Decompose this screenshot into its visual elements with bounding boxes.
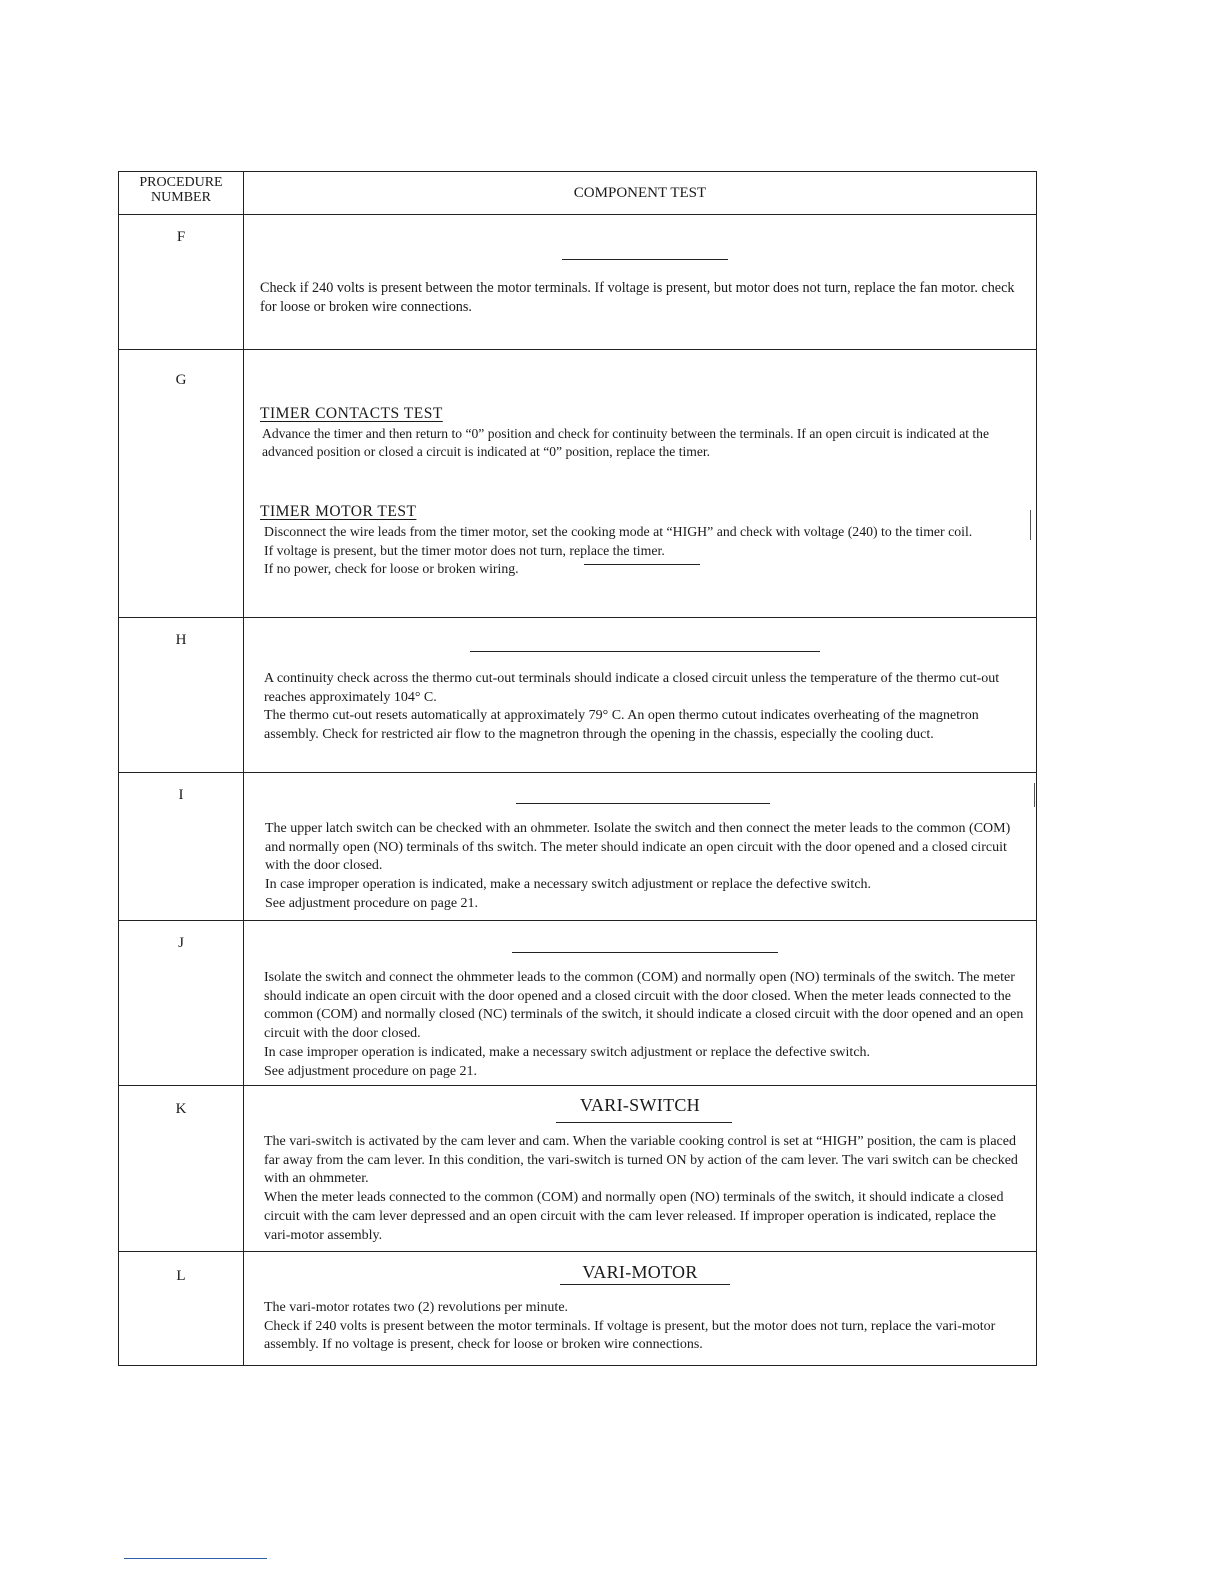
row-content — [244, 921, 1037, 1085]
component-test-header: COMPONENT TEST — [244, 172, 1037, 214]
row-paragraph: When the meter leads connected to the common (COM) and normally open (NO) terminals of the switch, it should indicate a closed circuit with the cam lever depressed and an open circuit with the cam lever released. If improper operation is indicated, replace the vari-motor assembly. — [264, 1190, 1004, 1243]
timer-motor-line: If voltage is present, but the timer motor does not turn, replace the timer. — [264, 542, 665, 558]
title-underline — [584, 564, 700, 565]
procedure-header-line1: PROCEDURE — [139, 175, 223, 190]
row-number-cell — [118, 1252, 244, 1365]
row-paragraph: Check if 240 volts is present between the motor terminals. If voltage is present, but the motor does not turn, replace the vari-motor assembly. If no voltage is present, check for loose or broken wire connections. — [264, 1318, 996, 1353]
table-row-l — [118, 1252, 1037, 1366]
row-paragraph: Check if 240 volts is present between the motor terminals. If voltage is present, but motor does not turn, replace the fan motor. check for loose or broken wire connections. — [260, 280, 1015, 315]
row-content — [244, 215, 1037, 349]
row-number-cell — [118, 215, 244, 349]
procedure-number: K — [175, 1101, 187, 1117]
row-title: VARI-SWITCH — [580, 1095, 700, 1115]
row-content — [244, 350, 1037, 617]
table-header-row — [118, 172, 1037, 215]
row-paragraph: The upper latch switch can be checked with an ohmmeter. Isolate the switch and then connect the meter leads to the common (COM) and normally open (NO) terminals of ths switch. The meter should indicate an open circuit with the door opened and a closed circuit with the door closed. — [265, 821, 1011, 874]
row-number-cell — [118, 350, 244, 617]
scan-mark — [1034, 783, 1035, 807]
row-content — [244, 1252, 1037, 1365]
timer-contacts-text: Advance the timer and then return to “0” position and check for continuity between the terminals. If an open circuit is indicated at the advanced position or closed a circuit is indicated at “0” position, replace the timer. — [262, 425, 990, 460]
row-number-cell — [118, 921, 244, 1085]
row-paragraph: The vari-motor rotates two (2) revolutions per minute. — [264, 1300, 569, 1315]
row-number-cell — [118, 773, 244, 920]
row-title: VARI-MOTOR — [582, 1262, 698, 1282]
table-row-i — [118, 773, 1037, 921]
row-paragraph: The vari-switch is activated by the cam lever and cam. When the variable cooking control is set at “HIGH” position, the cam is placed far away from the cam lever. In this condition, the vari-switch is turned ON by action of the cam lever. The vari switch can be checked with an ohmmeter. — [264, 1134, 1018, 1187]
table-row-f — [118, 215, 1037, 350]
title-underline — [516, 803, 770, 804]
row-content — [244, 773, 1037, 920]
footer-rule — [124, 1558, 267, 1559]
title-underline — [556, 1122, 732, 1123]
row-paragraph: See adjustment procedure on page 21. — [264, 1063, 478, 1079]
row-paragraph: In case improper operation is indicated, make a necessary switch adjustment or replace the defective switch. — [265, 877, 872, 893]
row-paragraph: In case improper operation is indicated, make a necessary switch adjustment or replace the defective switch. — [264, 1044, 871, 1060]
timer-motor-line: If no power, check for loose or broken wiring. — [264, 561, 519, 577]
title-underline — [470, 651, 820, 652]
procedure-number: J — [178, 935, 184, 951]
procedure-number: F — [176, 229, 186, 245]
procedure-number: H — [175, 632, 187, 648]
row-content — [244, 1086, 1037, 1251]
title-underline — [560, 1284, 730, 1285]
table-row-j — [118, 921, 1037, 1086]
row-paragraph: Isolate the switch and connect the ohmmeter leads to the common (COM) and normally open (NO) terminals of the switch. The meter should indicate an open circuit with the door opened and a closed circuit with the door closed. When the meter leads connected to the common (COM) and normally closed (NC) terminals of the switch, it should indicate a closed circuit with the door opened and an open circuit with the door closed. — [264, 970, 1024, 1042]
row-content — [244, 618, 1037, 772]
procedure-number: G — [175, 372, 187, 388]
procedure-number: I — [178, 787, 184, 803]
row-number-cell — [118, 618, 244, 772]
table-row-g — [118, 350, 1037, 618]
table-row-h — [118, 618, 1037, 773]
row-paragraph: See adjustment procedure on page 21. — [265, 895, 479, 911]
timer-motor-heading: TIMER MOTOR TEST — [260, 503, 417, 521]
table-row-k — [118, 1086, 1037, 1252]
scan-mark — [1030, 510, 1031, 540]
procedure-header-line2: NUMBER — [151, 190, 211, 205]
procedure-number-header — [118, 172, 244, 214]
title-underline — [512, 952, 778, 953]
component-test-table — [118, 171, 1037, 1366]
timer-motor-line: Disconnect the wire leads from the timer motor, set the cooking mode at “HIGH” and check with voltage (240) to the timer coil. — [264, 523, 973, 539]
row-paragraph: A continuity check across the thermo cut-out terminals should indicate a closed circuit unless the temperature of the thermo cut-out reaches approximately 104° C. — [264, 671, 1000, 705]
timer-contacts-heading: TIMER CONTACTS TEST — [260, 405, 443, 422]
title-underline — [562, 259, 728, 260]
procedure-number: L — [176, 1268, 186, 1284]
row-paragraph: The thermo cut-out resets automatically at approximately 79° C. An open thermo cutout indicates overheating of the magnetron assembly. Check for restricted air flow to the magnetron through the opening in the chassis, especially the cooling duct. — [264, 708, 979, 743]
row-number-cell — [118, 1086, 244, 1251]
